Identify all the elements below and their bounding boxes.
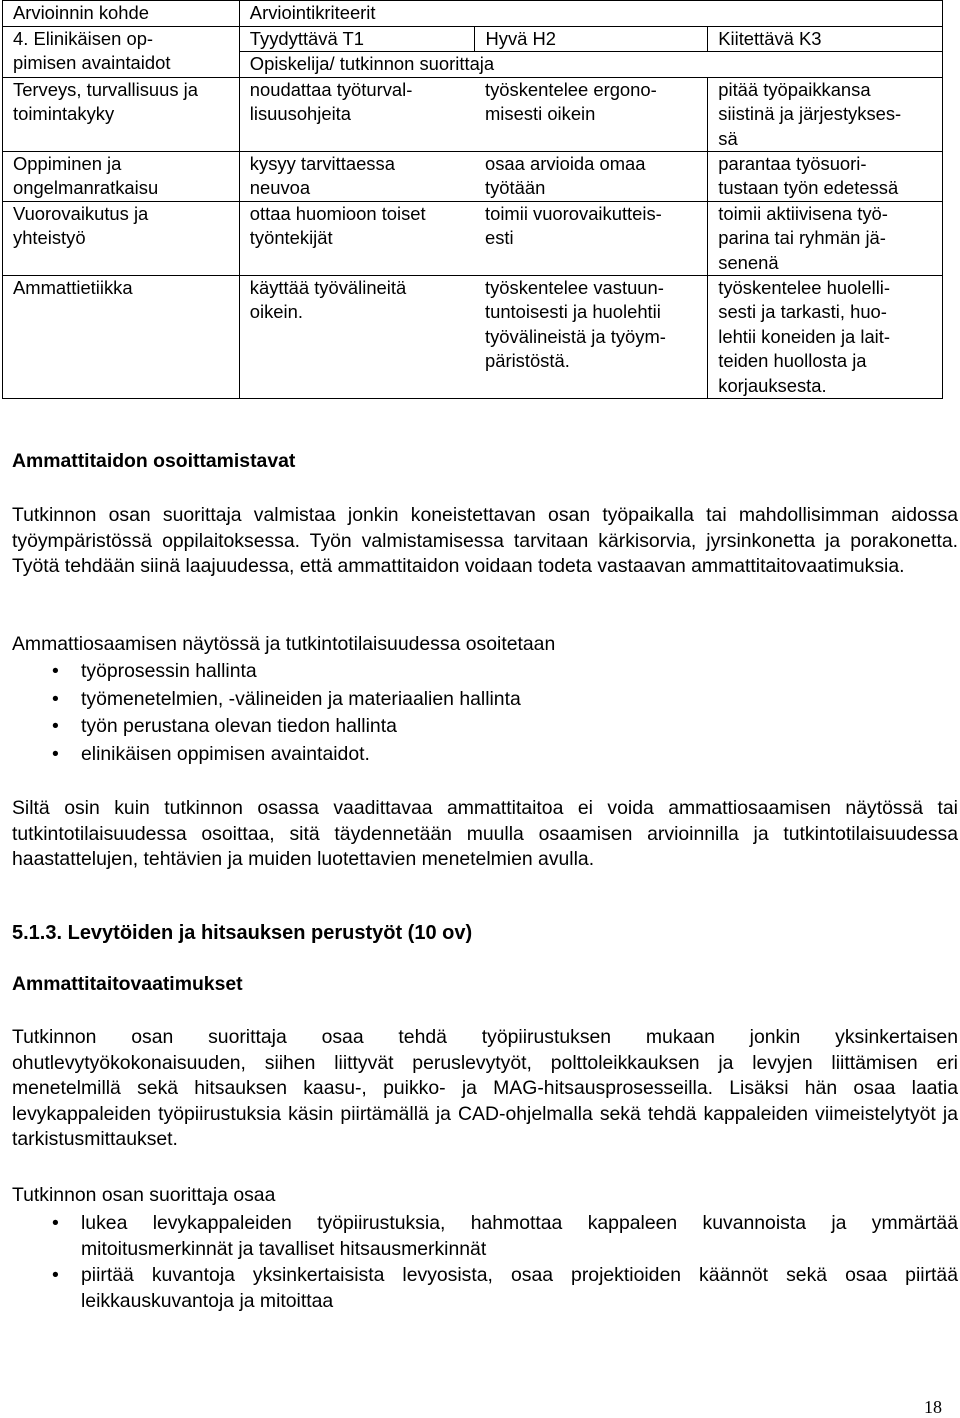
table-cell-k3 xyxy=(708,77,943,151)
table-cell-h2 xyxy=(475,77,708,151)
table-header-row xyxy=(3,27,943,52)
table-cell-target xyxy=(3,77,240,151)
table-cell-t1 xyxy=(239,152,475,202)
cell-line: osaa arvioida omaa xyxy=(484,153,646,175)
cell-line: toimii vuorovaikutteis- xyxy=(484,202,662,224)
cell-line: esti xyxy=(484,227,514,249)
section-heading: Ammattitaidon osoittamistavat xyxy=(12,450,296,472)
table-cell: Arviointikriteerit xyxy=(239,1,942,27)
cell-line: Terveys, turvallisuus ja xyxy=(13,78,198,100)
cell-line: Ammattietiikka xyxy=(13,277,133,299)
cell-line: ongelmanratkaisu xyxy=(13,177,159,199)
list-item: • työmenetelmien, -välineiden ja materiaalien hallinta xyxy=(12,686,958,714)
table-cell-target xyxy=(3,276,240,399)
list-item: • piirtää kuvantoja yksinkertaisista levyosista, osaa projektioiden käännöt sekä osaa piirtää leikkauskuvantoja ja mitoittaa xyxy=(12,1262,958,1314)
cell-line: työntekijät xyxy=(249,227,333,249)
bullet-list xyxy=(12,1210,958,1314)
table-row xyxy=(3,152,943,202)
table-cell-t1 xyxy=(239,201,475,275)
paragraph: Tutkinnon osan suorittaja osaa xyxy=(12,1184,276,1206)
paragraph: Tutkinnon osan suorittaja osaa tehdä työpiirustuksen mukaan jonkin yksinkertaisen ohutlevytyökokonaisuuden, siihen liittyvät peruslevytyöt, polttoleikkauksen ja levyjen liittämisen eri menetelmillä sekä hitsauksen kaasu-, puikko- ja MAG-hitsausprosesseilla. Lisäksi hän osaa laatia levykappaleiden työpiirustuksia käsin piirtämällä ja CAD-ohjelmalla sekä tehdä kappaleiden viimeistelytyöt ja tarkistusmittaukset. xyxy=(12,1026,958,1151)
table-cell-k3 xyxy=(708,201,943,275)
cell-line: parina tai ryhmän jä- xyxy=(718,227,886,249)
list-item: • työn perustana olevan tiedon hallinta xyxy=(12,713,958,741)
table-cell: Arvioinnin kohde xyxy=(3,1,240,27)
paragraph: Ammattiosaamisen näytössä ja tutkintotilaisuudessa osoitetaan xyxy=(12,633,556,655)
cell-line: sesti ja tarkasti, huo- xyxy=(718,301,887,323)
cell-line: pitää työpaikkansa xyxy=(718,78,871,100)
cell-line: misesti oikein xyxy=(484,103,596,125)
bullet-list xyxy=(12,658,958,768)
cell-line: työtään xyxy=(484,177,546,199)
cell-line: Vuorovaikutus ja xyxy=(13,202,149,224)
list-item: • työprosessin hallinta xyxy=(12,658,958,686)
cell-line: korjauksesta. xyxy=(718,374,827,396)
chapter-heading: 5.1.3. Levytöiden ja hitsauksen perustyöt (10 ov) xyxy=(12,922,473,944)
table-cell-t1 xyxy=(239,77,475,151)
cell-line: parantaa työsuori- xyxy=(718,153,867,175)
cell-line: senenä xyxy=(718,251,779,273)
table-cell-k3 xyxy=(708,276,943,399)
table-header-row xyxy=(3,1,943,27)
cell-line: työvälineistä ja työym- xyxy=(484,325,666,347)
table-cell xyxy=(3,27,240,78)
cell-line: tuntoisesti ja huolehtii xyxy=(484,301,661,323)
table-cell-h2 xyxy=(475,276,708,399)
cell-line: lisuusohjeita xyxy=(249,103,352,125)
list-item: • lukea levykappaleiden työpiirustuksia, hahmottaa kappaleen kuvannoista ja ymmärtää mitoitusmerkinnät ja tavalliset hitsausmerkinnät xyxy=(12,1210,958,1262)
table-cell-k3 xyxy=(708,152,943,202)
cell-line: teiden huollosta ja xyxy=(718,350,867,372)
cell-line: neuvoa xyxy=(249,177,311,199)
cell-line: yhteistyö xyxy=(13,227,86,249)
grade-h2-header: Hyvä H2 xyxy=(475,27,708,52)
table-cell-target xyxy=(3,152,240,202)
cell-line: siistinä ja järjestykses- xyxy=(718,103,902,125)
table-cell-target xyxy=(3,201,240,275)
cell-line: tustaan työn edetessä xyxy=(718,177,899,199)
role-header: Opiskelija/ tutkinnon suorittaja xyxy=(239,52,942,77)
paragraph: Siltä osin kuin tutkinnon osassa vaadittavaa ammattitaitoa ei voida ammattiosaamisen näytössä tai tutkintotilaisuudessa osoittaa, sitä täydennetään muulla osaamisen arvioinnilla ja tutkintotilaisuudessa haastattelujen, tehtävien ja muiden luotettavien menetelmien avulla. xyxy=(12,797,958,871)
cell-line: sä xyxy=(718,127,738,149)
table-cell-t1 xyxy=(239,276,475,399)
cell-line: kysyy tarvittaessa xyxy=(249,153,395,175)
table-row xyxy=(3,276,943,399)
cell-line: pimisen avaintaidot xyxy=(13,52,171,74)
cell-line: oikein. xyxy=(249,301,303,323)
cell-line: päristöstä. xyxy=(484,350,570,372)
cell-line: noudattaa työturval- xyxy=(249,78,413,100)
table-row xyxy=(3,201,943,275)
cell-line: työskentelee huolelli- xyxy=(718,277,890,299)
cell-line: käyttää työvälineitä xyxy=(249,277,407,299)
cell-line: Oppiminen ja xyxy=(13,153,122,175)
cell-line: lehtii koneiden ja lait- xyxy=(718,325,890,347)
paragraph: Tutkinnon osan suorittaja valmistaa jonkin koneistettavan osan työpaikalla tai mahdollisimman aidossa työympäristössä oppilaitoksessa. Työn valmistamisessa tarvitaan kärkisorvia, jyrsinkonetta ja porakonetta. Työtä tehdään siinä laajuudessa, että ammattitaidon voidaan todeta vastaavan ammattitaitovaatimuksia. xyxy=(12,504,958,578)
grade-k3-header: Kiitettävä K3 xyxy=(708,27,943,52)
list-item: • elinikäisen oppimisen avaintaidot. xyxy=(12,741,958,769)
table-cell-h2 xyxy=(475,152,708,202)
cell-line: toimintakyky xyxy=(13,103,115,125)
page-number: 18 xyxy=(924,1397,942,1417)
cell-line: toimii aktiivisena työ- xyxy=(718,202,888,224)
cell-line: ottaa huomioon toiset xyxy=(249,202,426,224)
grade-t1-header: Tyydyttävä T1 xyxy=(239,27,475,52)
table-row xyxy=(3,77,943,151)
table-cell-h2 xyxy=(475,201,708,275)
section-heading: Ammattitaitovaatimukset xyxy=(12,973,243,995)
cell-line: työskentelee vastuun- xyxy=(484,277,664,299)
assessment-criteria-table xyxy=(2,0,943,399)
cell-line: työskentelee ergono- xyxy=(484,78,657,100)
cell-line: 4. Elinikäisen op- xyxy=(13,28,154,49)
